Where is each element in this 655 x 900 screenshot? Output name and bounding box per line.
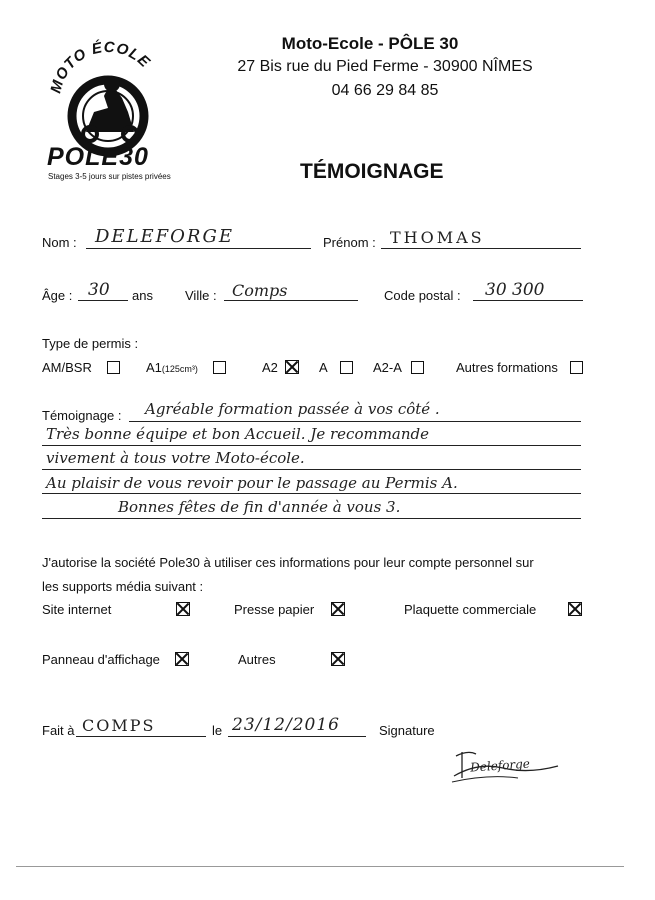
permis-option-a2-label: A2 — [262, 360, 278, 375]
temoignage-line-1[interactable]: Agréable formation passée à vos côté . — [145, 400, 440, 418]
nom-label: Nom : — [42, 235, 77, 250]
age-unit: ans — [132, 288, 153, 303]
authorization-text-2: les supports média suivant : — [42, 579, 204, 594]
school-name: Moto-Ecole - PÔLE 30 — [281, 34, 459, 53]
media-autres-label: Autres — [238, 652, 276, 667]
signature-label: Signature — [379, 723, 435, 738]
permis-option-a1-label: A1(125cm³) — [146, 360, 198, 375]
permis-option-a2-a-checkbox[interactable] — [411, 361, 424, 374]
fait-label: Fait à — [42, 723, 75, 738]
school-phone: 04 66 29 84 85 — [331, 82, 439, 99]
logo-brand: POLE30 — [47, 143, 149, 171]
logo-tagline: Stages 3-5 jours sur pistes privées — [48, 172, 171, 181]
svg-text:Deleforge: Deleforge — [469, 756, 531, 775]
nom-field[interactable]: DELEFORGE — [95, 226, 234, 247]
media-site-internet-label: Site internet — [42, 602, 112, 617]
cp-field[interactable]: 30 300 — [485, 280, 545, 300]
age-field[interactable]: 30 — [88, 280, 110, 300]
prenom-field[interactable]: THOMAS — [390, 228, 485, 247]
permis-label: Type de permis : — [42, 336, 139, 351]
bottom-rule — [16, 866, 624, 867]
le-label: le — [212, 723, 223, 738]
temoignage-line-5[interactable]: Bonnes fêtes de fin d'année à vous 3. — [118, 498, 401, 516]
temoignage-line-4[interactable]: Au plaisir de vous revoir pour le passage au Permis A. — [46, 474, 458, 492]
media-panneau-label: Panneau d'affichage — [42, 652, 160, 667]
media-autres-checkbox[interactable] — [331, 652, 345, 666]
media-plaquette-checkbox[interactable] — [568, 602, 582, 616]
ville-field[interactable]: Comps — [232, 281, 288, 300]
media-presse-papier-label: Presse papier — [234, 602, 315, 617]
media-site-internet-checkbox[interactable] — [176, 602, 190, 616]
document-title: TÉMOIGNAGE — [300, 160, 444, 183]
media-panneau-checkbox[interactable] — [175, 652, 189, 666]
date-field[interactable]: 23/12/2016 — [232, 715, 340, 735]
ville-label: Ville : — [185, 288, 217, 303]
school-address: 27 Bis rue du Pied Ferme - 30900 NÎMES — [237, 58, 533, 75]
signature — [448, 742, 568, 786]
logo-arc-text: MOTO ÉCOLE — [47, 38, 154, 95]
temoignage-line-3[interactable]: vivement à tous votre Moto-école. — [46, 449, 305, 467]
fait-field[interactable]: COMPS — [82, 716, 156, 735]
prenom-label: Prénom : — [323, 235, 376, 250]
age-label: Âge : — [42, 288, 73, 303]
cp-label: Code postal : — [384, 288, 461, 303]
temoignage-line-2[interactable]: Très bonne équipe et bon Accueil. Je recommande — [46, 425, 430, 443]
authorization-text-1: J'autorise la société Pole30 à utiliser ces informations pour leur compte personnel sur — [42, 555, 534, 570]
permis-option-a1-sub: (125cm³) — [161, 364, 198, 374]
permis-option-autres-checkbox[interactable] — [570, 361, 583, 374]
permis-option-autres-label: Autres formations — [456, 360, 558, 375]
permis-option-a-label: A — [319, 360, 328, 375]
permis-option-a2-checkbox[interactable] — [285, 360, 299, 374]
permis-option-a2-a-label: A2-A — [373, 360, 402, 375]
permis-option-am-bsr-label: AM/BSR — [42, 360, 92, 375]
permis-option-a1-checkbox[interactable] — [213, 361, 226, 374]
media-presse-papier-checkbox[interactable] — [331, 602, 345, 616]
permis-option-am-bsr-checkbox[interactable] — [107, 361, 120, 374]
temoignage-label: Témoignage : — [42, 408, 122, 423]
permis-option-a-checkbox[interactable] — [340, 361, 353, 374]
media-plaquette-label: Plaquette commerciale — [404, 602, 537, 617]
